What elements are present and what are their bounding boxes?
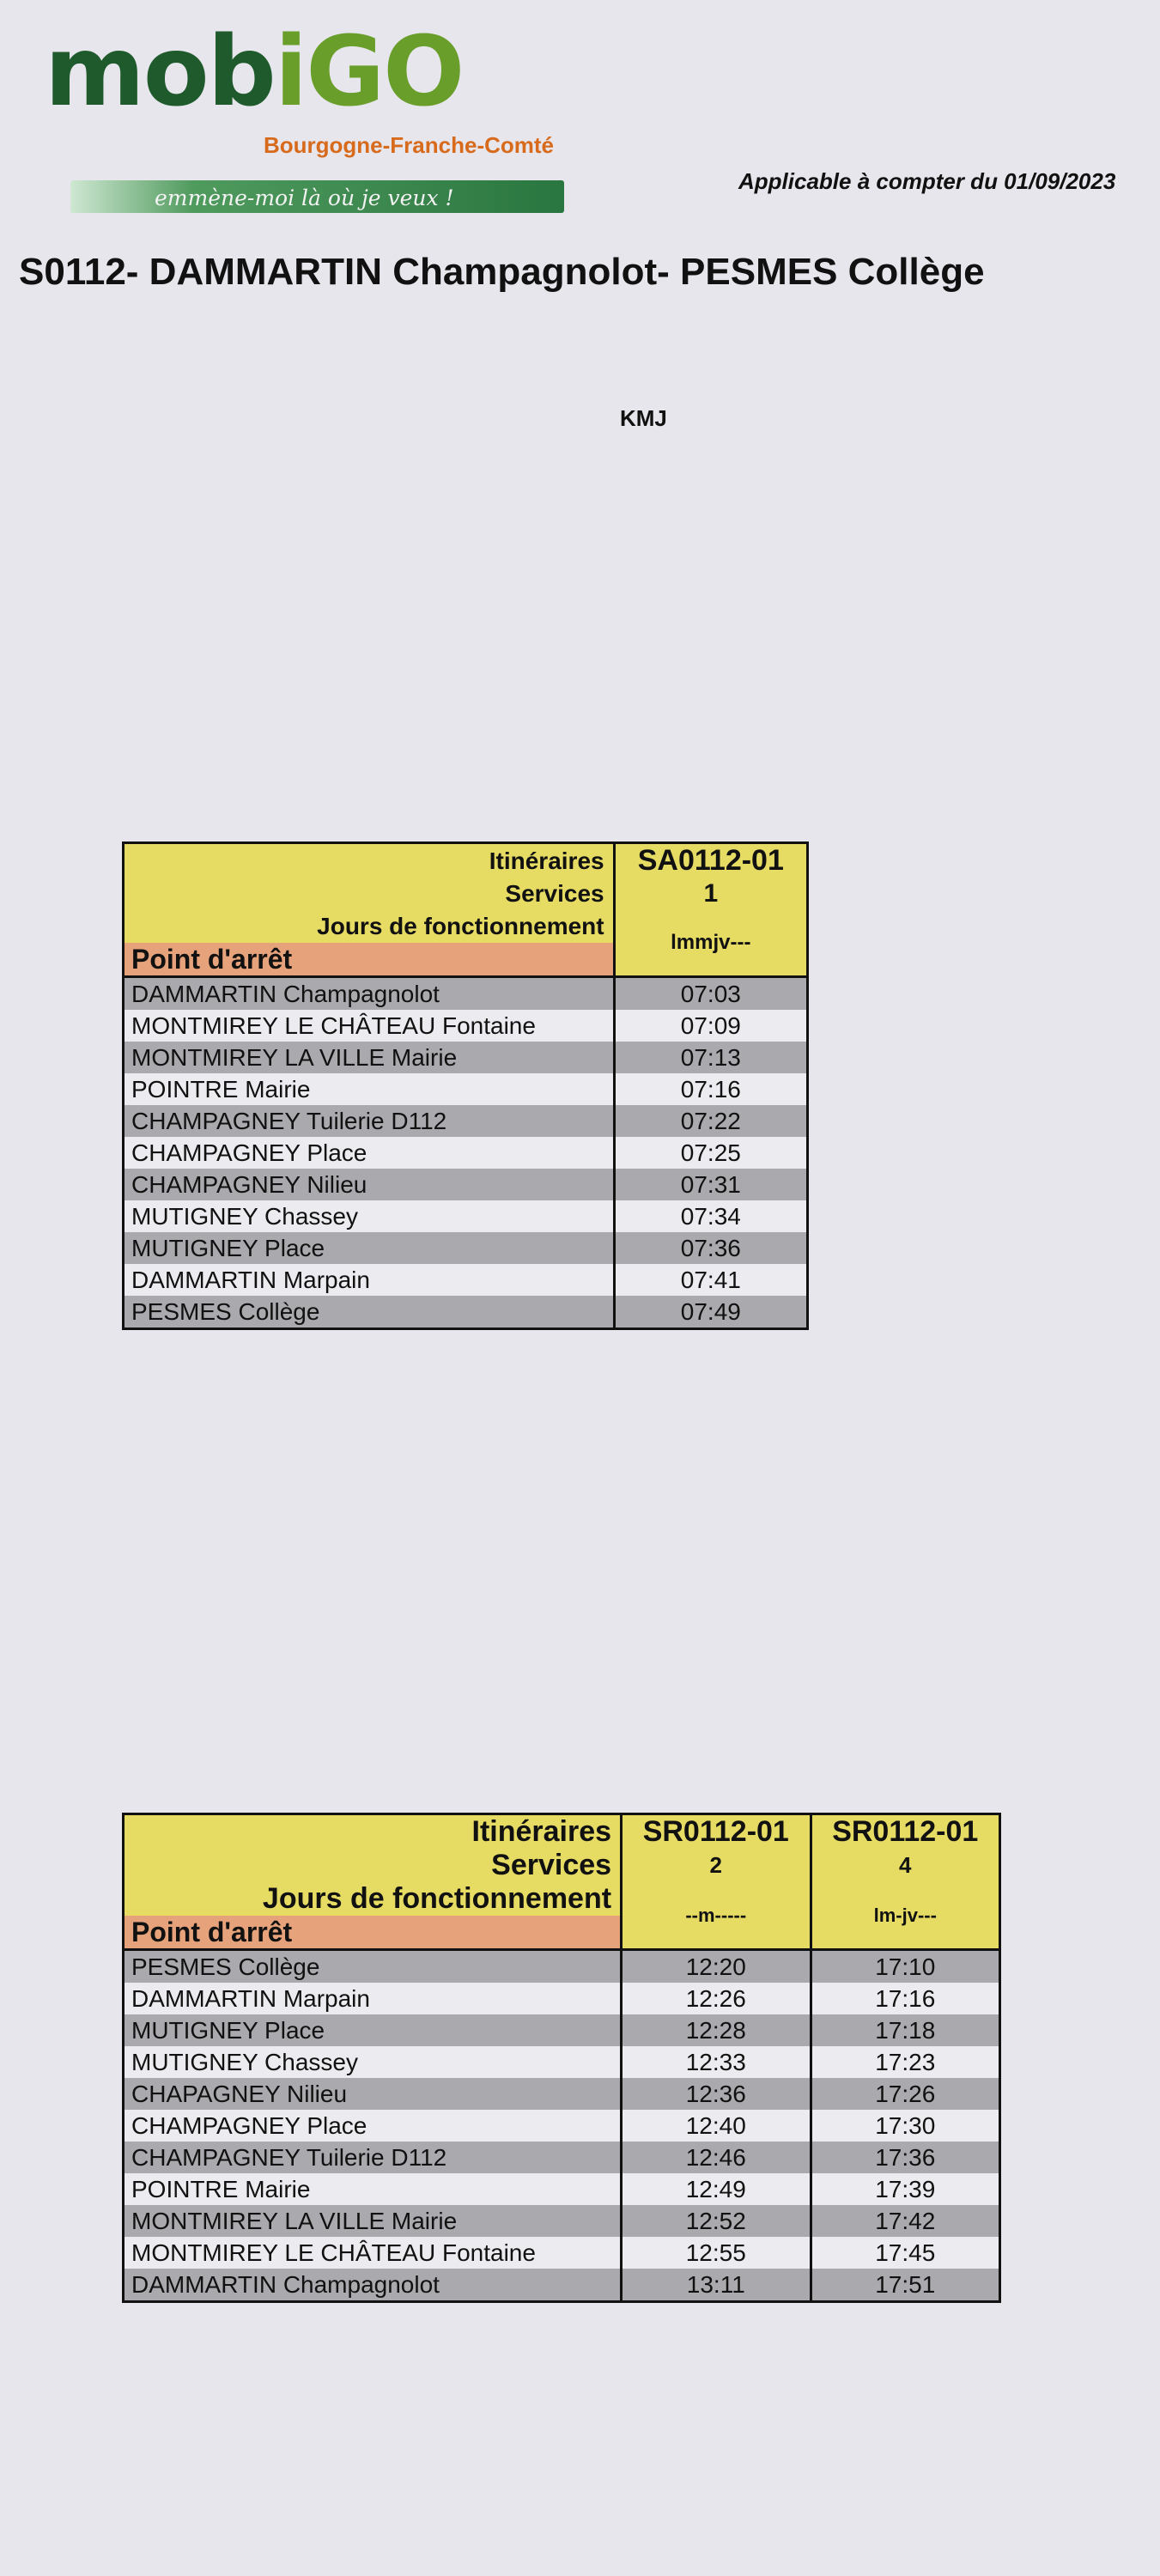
header-row: [124, 910, 808, 943]
stop-row: [124, 1105, 808, 1137]
header-label: Services: [124, 1849, 622, 1882]
departure-time: 07:34: [614, 1200, 807, 1232]
stop-row: [124, 2173, 1000, 2205]
stop-row: [124, 1200, 808, 1232]
departure-time: 07:36: [614, 1232, 807, 1264]
stop-name: DAMMARTIN Marpain: [124, 1983, 622, 2014]
stop-row: [124, 1264, 808, 1296]
header-itineraire: SR0112-01: [622, 1814, 811, 1850]
stop-name: PESMES Collège: [124, 1950, 622, 1984]
stop-name: CHAPAGNEY Nilieu: [124, 2078, 622, 2110]
logo-wordmark-part2: iGO: [274, 16, 464, 128]
logo-region: Bourgogne-Franche-Comté: [264, 132, 554, 158]
stop-row: [124, 1169, 808, 1200]
stop-row: [124, 1073, 808, 1105]
header-label: Jours de fonctionnement: [124, 1882, 622, 1916]
departure-time: 07:25: [614, 1137, 807, 1169]
header-label: Itinéraires: [124, 1814, 622, 1850]
stop-row: [124, 1010, 808, 1042]
logo-wordmark-part1: mob: [45, 16, 275, 128]
stop-row: [124, 1137, 808, 1169]
stop-name: MUTIGNEY Chassey: [124, 1200, 615, 1232]
logo-wordmark: [45, 16, 464, 128]
header-label: Jours de fonctionnement: [124, 910, 615, 943]
stop-name: MUTIGNEY Chassey: [124, 2046, 622, 2078]
departure-time: 12:20: [622, 1950, 811, 1984]
header-itineraire: SR0112-01: [811, 1814, 999, 1850]
header-service: 4: [811, 1849, 999, 1882]
departure-time: 12:46: [622, 2142, 811, 2173]
stop-name: MUTIGNEY Place: [124, 2014, 622, 2046]
stop-name: MUTIGNEY Place: [124, 1232, 615, 1264]
stop-row: [124, 2205, 1000, 2237]
departure-time: 07:09: [614, 1010, 807, 1042]
departure-time: 17:10: [811, 1950, 999, 1984]
stop-row: [124, 2046, 1000, 2078]
departure-time: 12:33: [622, 2046, 811, 2078]
departure-time: 17:18: [811, 2014, 999, 2046]
stop-name: DAMMARTIN Champagnolot: [124, 977, 615, 1011]
stop-name: CHAMPAGNEY Place: [124, 2110, 622, 2142]
header-row: [124, 878, 808, 910]
departure-time: 07:31: [614, 1169, 807, 1200]
stop-row: [124, 2110, 1000, 2142]
stop-name: CHAMPAGNEY Tuilerie D112: [124, 2142, 622, 2173]
departure-time: 12:55: [622, 2237, 811, 2269]
departure-time: 17:51: [811, 2269, 999, 2302]
stop-name: MONTMIREY LE CHÂTEAU Fontaine: [124, 1010, 615, 1042]
stop-name: CHAMPAGNEY Nilieu: [124, 1169, 615, 1200]
departure-time: 17:23: [811, 2046, 999, 2078]
stop-name: MONTMIREY LA VILLE Mairie: [124, 2205, 622, 2237]
departure-time: 07:16: [614, 1073, 807, 1105]
header-service: 2: [622, 1849, 811, 1882]
header-label: Services: [124, 878, 615, 910]
mobigo-logo: [45, 16, 629, 222]
header-point-arret: Point d'arrêt: [124, 1916, 622, 1950]
departure-time: 12:26: [622, 1983, 811, 2014]
departure-time: 13:11: [622, 2269, 811, 2302]
operator-code: KMJ: [620, 405, 667, 431]
page-title: S0112- DAMMARTIN Champagnolot- PESMES Collège: [19, 251, 985, 293]
departure-time: 07:41: [614, 1264, 807, 1296]
header-row: [124, 1849, 1000, 1882]
stop-name: POINTRE Mairie: [124, 1073, 615, 1105]
stop-row: [124, 977, 808, 1011]
departure-time: 17:16: [811, 1983, 999, 2014]
departure-time: 17:30: [811, 2110, 999, 2142]
stop-name: CHAMPAGNEY Place: [124, 1137, 615, 1169]
stop-row: [124, 1983, 1000, 2014]
stop-name: MONTMIREY LA VILLE Mairie: [124, 1042, 615, 1073]
logo-slogan: emmène-moi là où je veux !: [155, 185, 454, 210]
departure-time: 17:45: [811, 2237, 999, 2269]
departure-time: 17:39: [811, 2173, 999, 2205]
stop-row: [124, 1950, 1000, 1984]
departure-time: 12:36: [622, 2078, 811, 2110]
departure-time: 07:13: [614, 1042, 807, 1073]
stop-name: POINTRE Mairie: [124, 2173, 622, 2205]
stop-row: [124, 2078, 1000, 2110]
stop-name: CHAMPAGNEY Tuilerie D112: [124, 1105, 615, 1137]
stop-name: PESMES Collège: [124, 1296, 615, 1329]
stop-row: [124, 2142, 1000, 2173]
departure-time: 07:22: [614, 1105, 807, 1137]
header-row: [124, 1814, 1000, 1850]
header-point-arret: Point d'arrêt: [124, 943, 615, 977]
header-itineraire: SA0112-01: [614, 843, 807, 878]
stop-name: DAMMARTIN Champagnolot: [124, 2269, 622, 2302]
departure-time: 12:49: [622, 2173, 811, 2205]
header-row: [124, 843, 808, 878]
stop-row: [124, 1042, 808, 1073]
departure-time: 07:03: [614, 977, 807, 1011]
stop-row: [124, 1296, 808, 1329]
stop-row: [124, 2237, 1000, 2269]
header-jours: lmmjv---: [614, 910, 807, 977]
timetable-outbound: [122, 841, 809, 1330]
stop-row: [124, 2269, 1000, 2302]
stop-name: DAMMARTIN Marpain: [124, 1264, 615, 1296]
departure-time: 12:28: [622, 2014, 811, 2046]
timetable-return: [122, 1813, 1001, 2303]
applicable-date: Applicable à compter du 01/09/2023: [738, 168, 1116, 194]
header-jours: lm-jv---: [811, 1882, 999, 1950]
departure-time: 17:42: [811, 2205, 999, 2237]
departure-time: 17:26: [811, 2078, 999, 2110]
departure-time: 07:49: [614, 1296, 807, 1329]
header-row: [124, 1882, 1000, 1916]
header-service: 1: [614, 878, 807, 910]
header-label: Itinéraires: [124, 843, 615, 878]
departure-time: 17:36: [811, 2142, 999, 2173]
stop-name: MONTMIREY LE CHÂTEAU Fontaine: [124, 2237, 622, 2269]
stop-row: [124, 1232, 808, 1264]
departure-time: 12:52: [622, 2205, 811, 2237]
departure-time: 12:40: [622, 2110, 811, 2142]
stop-row: [124, 2014, 1000, 2046]
header-jours: --m-----: [622, 1882, 811, 1950]
